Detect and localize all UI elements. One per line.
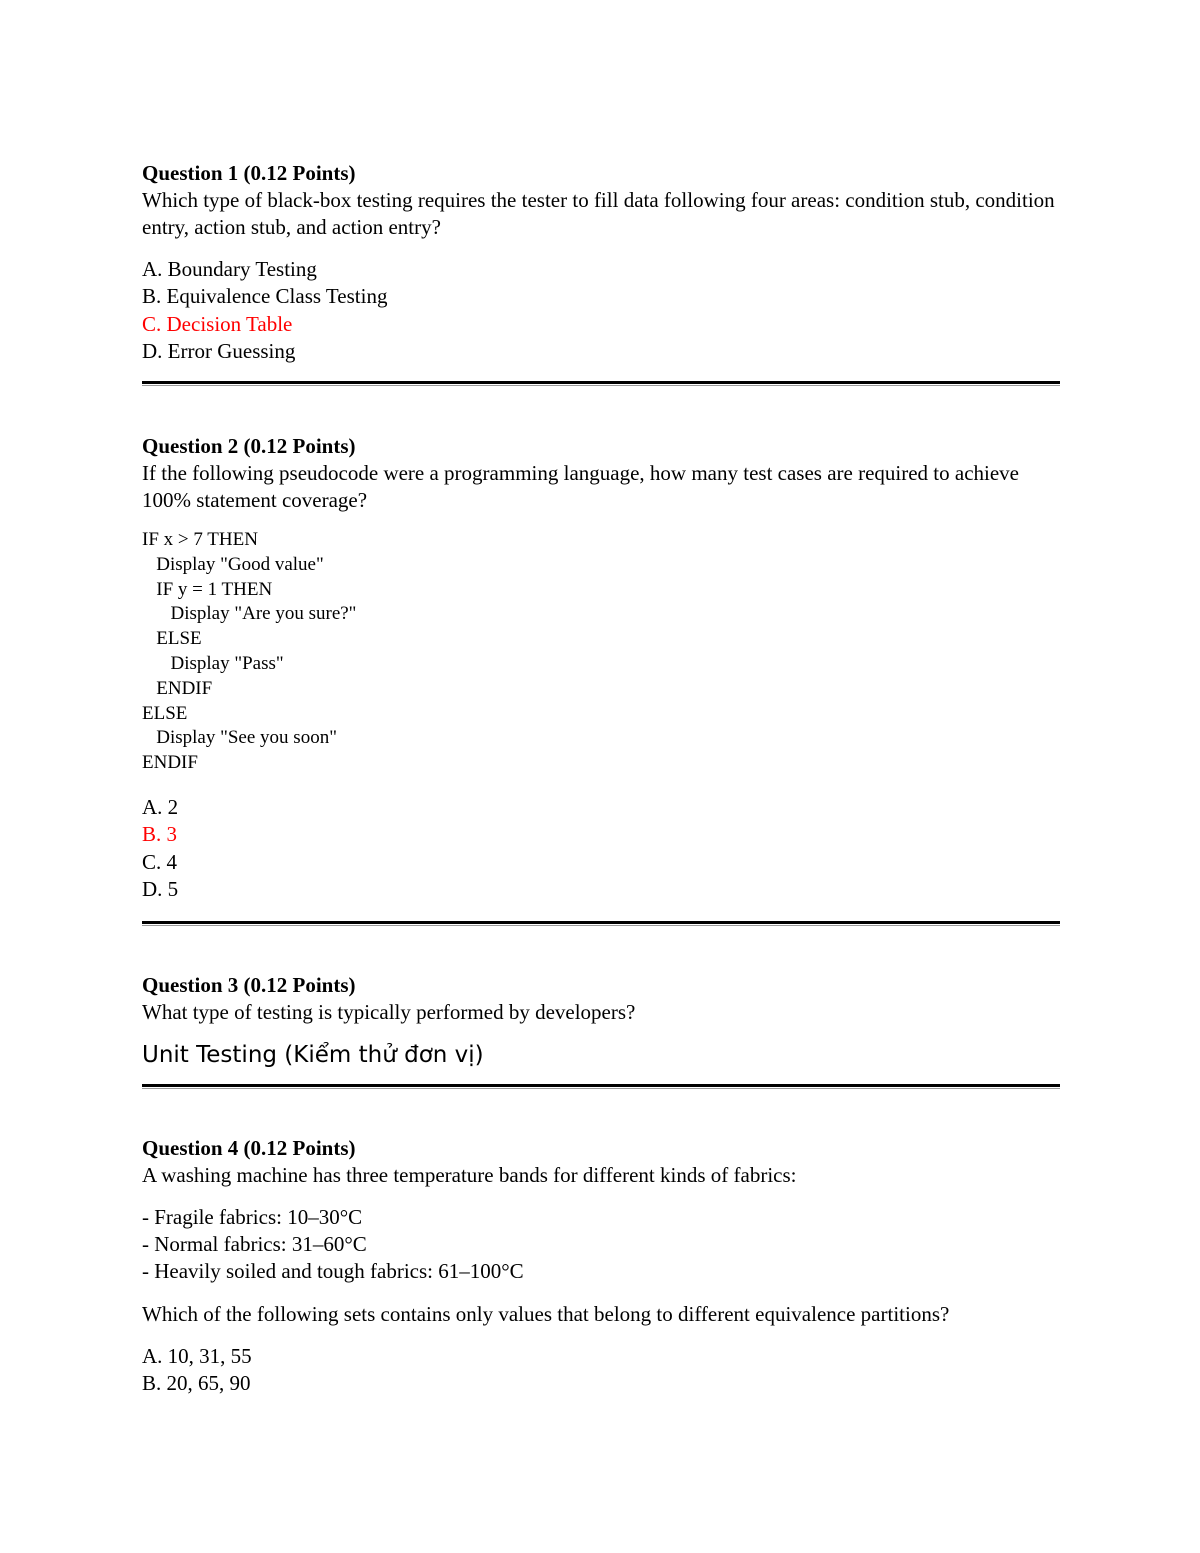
question-3-answer: Unit Testing (Kiểm thử đơn vị) — [142, 1042, 484, 1068]
question-1 — [142, 160, 1060, 365]
question-2-option-a: A. 2 — [142, 794, 179, 819]
code-line: Display "Are you sure?" — [142, 603, 357, 625]
question-4-followup: Which of the following sets contains only values that belong to different equivalence partitions? — [142, 1302, 950, 1326]
question-3 — [142, 972, 1060, 1070]
question-4-text: A washing machine has three temperature bands for different kinds of fabrics: — [142, 1163, 797, 1187]
question-separator — [142, 921, 1060, 926]
question-4-title: Question 4 (0.12 Points) — [142, 1136, 356, 1160]
question-1-option-b: B. Equivalence Class Testing — [142, 284, 388, 309]
code-line: Display "Good value" — [142, 553, 324, 575]
code-line: ENDIF — [142, 752, 198, 774]
question-3-text: What type of testing is typically performed by developers? — [142, 1000, 636, 1024]
code-line: ELSE — [142, 628, 202, 650]
question-2-text: If the following pseudocode were a programming language, how many test cases are required to achieve 100% statement coverage? — [142, 461, 1020, 512]
question-2-options — [142, 794, 1060, 903]
question-2 — [142, 433, 1060, 903]
question-1-option-d: D. Error Guessing — [142, 338, 296, 363]
question-2-option-d: D. 5 — [142, 876, 179, 901]
pseudocode-block — [142, 528, 1060, 776]
code-line: ELSE — [142, 702, 188, 724]
code-line: Display "Pass" — [142, 652, 284, 674]
question-4-option-a: A. 10, 31, 55 — [142, 1344, 252, 1368]
question-separator — [142, 381, 1060, 386]
question-2-option-c: C. 4 — [142, 849, 178, 874]
question-1-option-a: A. Boundary Testing — [142, 257, 317, 281]
code-line: IF x > 7 THEN — [142, 529, 258, 550]
question-4-option-b: B. 20, 65, 90 — [142, 1371, 251, 1396]
code-line: Display "See you soon" — [142, 727, 337, 749]
question-2-title: Question 2 (0.12 Points) — [142, 434, 356, 458]
question-4-options — [142, 1343, 1060, 1398]
temperature-band-item: - Normal fabrics: 31–60°C — [142, 1232, 367, 1256]
temperature-bands-list — [142, 1204, 1060, 1285]
question-2-option-b-correct: B. 3 — [142, 822, 178, 847]
question-3-title: Question 3 (0.12 Points) — [142, 973, 356, 997]
temperature-band-item: - Fragile fabrics: 10–30°C — [142, 1205, 363, 1229]
question-1-title: Question 1 (0.12 Points) — [142, 161, 356, 185]
code-line: IF y = 1 THEN — [142, 578, 273, 600]
question-4 — [142, 1135, 1060, 1398]
question-1-text: Which type of black-box testing requires the tester to fill data following four areas: condition stub, condition entry, action stub, and action entry? — [142, 188, 1055, 239]
code-line: ENDIF — [142, 677, 213, 699]
question-1-option-c-correct: C. Decision Table — [142, 311, 293, 336]
question-separator — [142, 1084, 1060, 1089]
question-1-options — [142, 256, 1060, 365]
temperature-band-item: - Heavily soiled and tough fabrics: 61–100°C — [142, 1259, 524, 1283]
